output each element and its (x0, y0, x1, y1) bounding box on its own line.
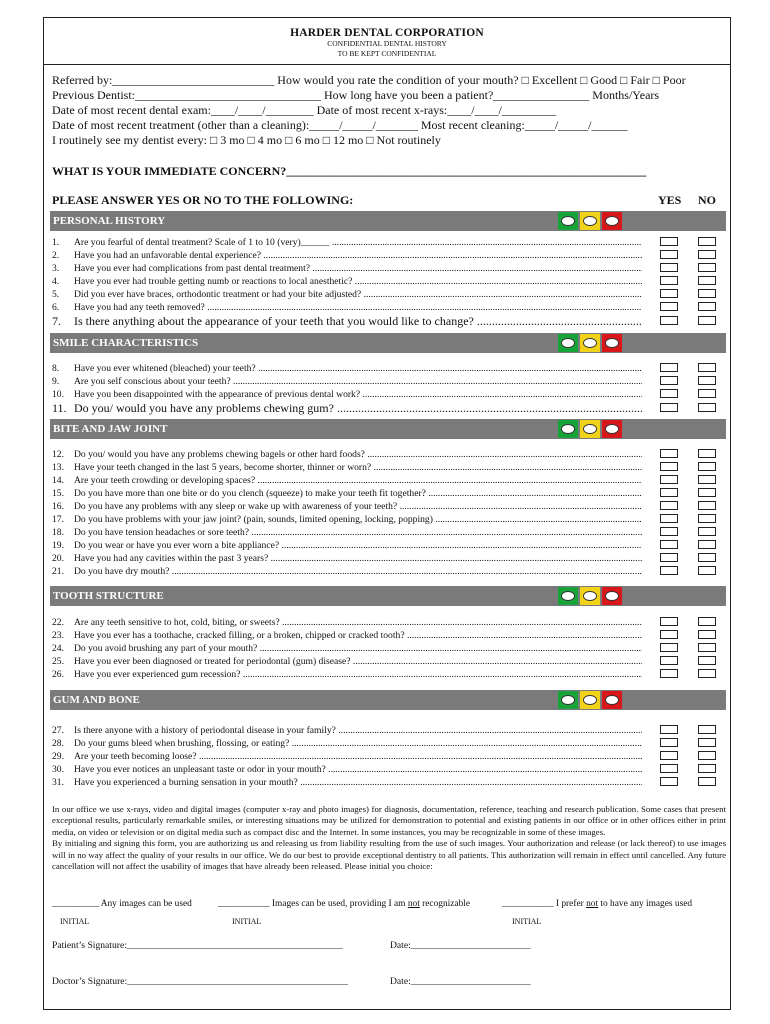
no-checkbox[interactable] (698, 316, 716, 325)
no-checkbox[interactable] (698, 669, 716, 678)
question-row: 9. Are you self conscious about your teeth? ..... (50, 375, 726, 388)
recent-treatment-line[interactable]: Date of most recent treatment (other than a cleaning):_____/_____/_______ Most recent cleaning:_____/_____/______ (52, 118, 628, 132)
section-header (50, 690, 726, 710)
initial-label: INITIAL (60, 917, 90, 926)
question-row: 7. Is there anything about the appearance of your teeth that you would like to change? ..... (50, 314, 726, 328)
no-checkbox[interactable] (698, 488, 716, 497)
traffic-light-icon (558, 212, 622, 230)
question-row: 11. Do you/ would you have any problems chewing gum? ..... (50, 401, 726, 415)
yes-checkbox[interactable] (660, 514, 678, 523)
question-row: 12. Do you/ would you have any problems chewing bagels or other hard foods? ..... (50, 448, 726, 461)
yes-checkbox[interactable] (660, 389, 678, 398)
immediate-concern-field[interactable]: WHAT IS YOUR IMMEDIATE CONCERN?____________________________________________________________ (52, 164, 647, 178)
no-checkbox[interactable] (698, 630, 716, 639)
section-title: BITE AND JAW JOINT (53, 423, 168, 435)
section-header (50, 333, 726, 353)
no-checkbox[interactable] (698, 527, 716, 536)
section-tooth-structure (50, 586, 726, 681)
yes-checkbox[interactable] (660, 376, 678, 385)
section-header (50, 586, 726, 606)
routine-visit-line[interactable]: I routinely see my dentist every: □ 3 mo □ 4 mo □ 6 mo □ 12 mo □ Not routinely (52, 133, 441, 147)
traffic-light-icon (558, 587, 622, 605)
doctor-date-field[interactable]: Date:_________________________ (390, 976, 531, 987)
question-row: 4. Have you ever had trouble getting numb or reactions to local anesthetic? ..... (50, 275, 726, 288)
yes-column-header: YES (658, 193, 682, 207)
yes-checkbox[interactable] (660, 643, 678, 652)
traffic-light-icon (558, 691, 622, 709)
yes-checkbox[interactable] (660, 501, 678, 510)
question-row: 16. Do you have any problems with any sleep or wake up with awareness of your teeth? ..... (50, 500, 726, 513)
yes-checkbox[interactable] (660, 656, 678, 665)
traffic-light-icon (558, 334, 622, 352)
no-checkbox[interactable] (698, 475, 716, 484)
no-checkbox[interactable] (698, 738, 716, 747)
question-row: 27. Is there anyone with a history of periodontal disease in your family? ..... (50, 724, 726, 737)
previous-dentist-line[interactable]: Previous Dentist:_______________________________ How long have you been a patient?________________ Months/Years (52, 88, 660, 102)
yes-checkbox[interactable] (660, 316, 678, 325)
question-row: 24. Do you avoid brushing any part of your mouth? ..... (50, 642, 726, 655)
question-row: 25. Have you ever been diagnosed or treated for periodontal (gum) disease? ..... (50, 655, 726, 668)
yes-checkbox[interactable] (660, 449, 678, 458)
yes-checkbox[interactable] (660, 764, 678, 773)
question-row: 23. Have you ever has a toothache, cracked filling, or a broken, chipped or cracked tooth? ..... (50, 629, 726, 642)
yes-checkbox[interactable] (660, 566, 678, 575)
no-checkbox[interactable] (698, 656, 716, 665)
yes-checkbox[interactable] (660, 363, 678, 372)
no-checkbox[interactable] (698, 566, 716, 575)
yes-checkbox[interactable] (660, 276, 678, 285)
image-release-paragraph (52, 804, 726, 872)
no-checkbox[interactable] (698, 540, 716, 549)
instructions-text: PLEASE ANSWER YES OR NO TO THE FOLLOWING: (52, 193, 354, 207)
section-smile-characteristics (50, 333, 726, 415)
question-row: 15. Do you have more than one bite or do you clench (squeeze) to make your teeth fit together? ..... (50, 487, 726, 500)
question-row: 5. Did you ever have braces, orthodontic treatment or had your bite adjusted? ..... (50, 288, 726, 301)
yes-checkbox[interactable] (660, 488, 678, 497)
traffic-light-icon (558, 420, 622, 438)
yes-checkbox[interactable] (660, 777, 678, 786)
no-checkbox[interactable] (698, 764, 716, 773)
patient-signature-line (52, 940, 531, 951)
release-text-1: In our office we use x-rays, video and digital images (computer x-ray and photo images) for diagnosis, documentation, reference, teaching and research publication. Some cases that present exceptional results, particularly remarkable smiles, or interesting situations may be utilized for demonstration to potential and existing patients in our office or in other offices either in print media, on video or television or on digital media such as compact disc and the Internet. In some instances, you may be recognizable in some of these images. (52, 804, 726, 837)
no-checkbox[interactable] (698, 777, 716, 786)
no-checkbox[interactable] (698, 263, 716, 272)
yes-checkbox[interactable] (660, 237, 678, 246)
initial-label: INITIAL (232, 917, 262, 926)
yes-checkbox[interactable] (660, 617, 678, 626)
question-row: 8. Have you ever whitened (bleached) your teeth? ..... (50, 362, 726, 375)
question-row: 29. Are your teeth becoming loose? ..... (50, 750, 726, 763)
release-text-2: By initialing and signing this form, you are authorizing us and releasing us from liability resulting from the use of such images. Your authorization and release (or lack thereof) to use images will in no way affect the quality of your results in our office. We do our best to provide exceptional dentistry to all patients. This authorization will remain in effect until cancelled. Any future cancellation will not affect the usability of images that have already been released. Please initial you choice: (52, 838, 726, 872)
yes-checkbox[interactable] (660, 630, 678, 639)
no-checkbox[interactable] (698, 725, 716, 734)
question-row: 1. Are you fearful of dental treatment? Scale of 1 to 10 (very)______ ..... (50, 236, 726, 249)
yes-checkbox[interactable] (660, 302, 678, 311)
initial-option-any[interactable]: __________ Any images can be used (52, 899, 192, 909)
section-bite-and-jaw-joint (50, 419, 726, 578)
no-checkbox[interactable] (698, 376, 716, 385)
yes-checkbox[interactable] (660, 751, 678, 760)
yes-checkbox[interactable] (660, 669, 678, 678)
no-checkbox[interactable] (698, 363, 716, 372)
initial-label: INITIAL (512, 917, 542, 926)
section-title: SMILE CHARACTERISTICS (53, 337, 199, 349)
question-row: 22. Are any teeth sensitive to hot, cold, biting, or sweets? ..... (50, 616, 726, 629)
yes-checkbox[interactable] (660, 250, 678, 259)
no-checkbox[interactable] (698, 462, 716, 471)
no-checkbox[interactable] (698, 514, 716, 523)
intro-fields (52, 73, 724, 148)
form-subtitle-1: CONFIDENTIAL DENTAL HISTORY (327, 39, 447, 48)
question-row: 14. Are your teeth crowding or developing spaces? ..... (50, 474, 726, 487)
yes-checkbox[interactable] (660, 462, 678, 471)
instructions (52, 193, 724, 208)
patient-date-field[interactable]: Date:_________________________ (390, 940, 531, 951)
no-checkbox[interactable] (698, 389, 716, 398)
question-row: 3. Have you ever had complications from past dental treatment? ..... (50, 262, 726, 275)
question-row: 31. Have you experienced a burning sensation in your mouth? ..... (50, 776, 726, 789)
yes-checkbox[interactable] (660, 403, 678, 412)
question-row: 17. Do you have problems with your jaw joint? (pain, sounds, limited opening, locking, popping) ..... (50, 513, 726, 526)
initial-option-not-recognizable[interactable]: ___________ Images can be used, providing I am not recognizable (218, 899, 471, 909)
doctor-signature-line (52, 976, 531, 987)
section-header (50, 211, 726, 231)
initial-option-none[interactable]: ___________ I prefer not to have any images used (502, 899, 693, 909)
question-row: 10. Have you been disappointed with the appearance of previous dental work? ..... (50, 388, 726, 401)
question-row: 6. Have you had any teeth removed? ..... (50, 301, 726, 314)
question-row: 2. Have you had an unfavorable dental experience? ..... (50, 249, 726, 262)
no-checkbox[interactable] (698, 449, 716, 458)
no-checkbox[interactable] (698, 403, 716, 412)
no-checkbox[interactable] (698, 501, 716, 510)
yes-checkbox[interactable] (660, 263, 678, 272)
patient-signature-field[interactable]: Patient’s Signature:_____________________________________________ (52, 940, 343, 951)
section-title: TOOTH STRUCTURE (53, 590, 164, 602)
yes-checkbox[interactable] (660, 475, 678, 484)
no-checkbox[interactable] (698, 276, 716, 285)
doctor-signature-field[interactable]: Doctor’s Signature:______________________________________________ (52, 976, 348, 987)
no-checkbox[interactable] (698, 643, 716, 652)
section-title: GUM AND BONE (53, 694, 140, 706)
question-row: 30. Have you ever notices an unpleasant taste or odor in your mouth? ..... (50, 763, 726, 776)
no-checkbox[interactable] (698, 237, 716, 246)
referred-by-line[interactable]: Referred by:___________________________ How would you rate the condition of your mouth? □ Excellent □ Good □ Fair □ Poor (52, 73, 686, 87)
question-row: 18. Do you have tension headaches or sore teeth? ..... (50, 526, 726, 539)
form-subtitle-2: TO BE KEPT CONFIDENTIAL (337, 49, 437, 58)
form-header (44, 18, 730, 65)
question-row: 19. Do you wear or have you ever worn a bite appliance? ..... (50, 539, 726, 552)
no-checkbox[interactable] (698, 302, 716, 311)
yes-checkbox[interactable] (660, 738, 678, 747)
form-title: HARDER DENTAL CORPORATION (290, 27, 484, 39)
question-row: 28. Do your gums bleed when brushing, flossing, or eating? ..... (50, 737, 726, 750)
question-row: 21. Do you have dry mouth? ..... (50, 565, 726, 578)
question-row: 13. Have your teeth changed in the last 5 years, become shorter, thinner or worn? ..... (50, 461, 726, 474)
yes-checkbox[interactable] (660, 725, 678, 734)
yes-checkbox[interactable] (660, 289, 678, 298)
question-row: 20. Have you had any cavities within the past 3 years? ..... (50, 552, 726, 565)
section-header (50, 419, 726, 439)
recent-exam-line[interactable]: Date of most recent dental exam:____/____/________ Date of most recent x-rays:____/____/_________ (52, 103, 556, 117)
no-checkbox[interactable] (698, 751, 716, 760)
no-checkbox[interactable] (698, 617, 716, 626)
yes-checkbox[interactable] (660, 540, 678, 549)
no-checkbox[interactable] (698, 553, 716, 562)
section-title: PERSONAL HISTORY (53, 215, 166, 227)
section-personal-history (50, 211, 726, 328)
no-checkbox[interactable] (698, 250, 716, 259)
no-column-header: NO (698, 193, 716, 207)
no-checkbox[interactable] (698, 289, 716, 298)
question-row: 26. Have you ever experienced gum recession? ..... (50, 668, 726, 681)
yes-checkbox[interactable] (660, 527, 678, 536)
yes-checkbox[interactable] (660, 553, 678, 562)
section-gum-and-bone (50, 690, 726, 789)
